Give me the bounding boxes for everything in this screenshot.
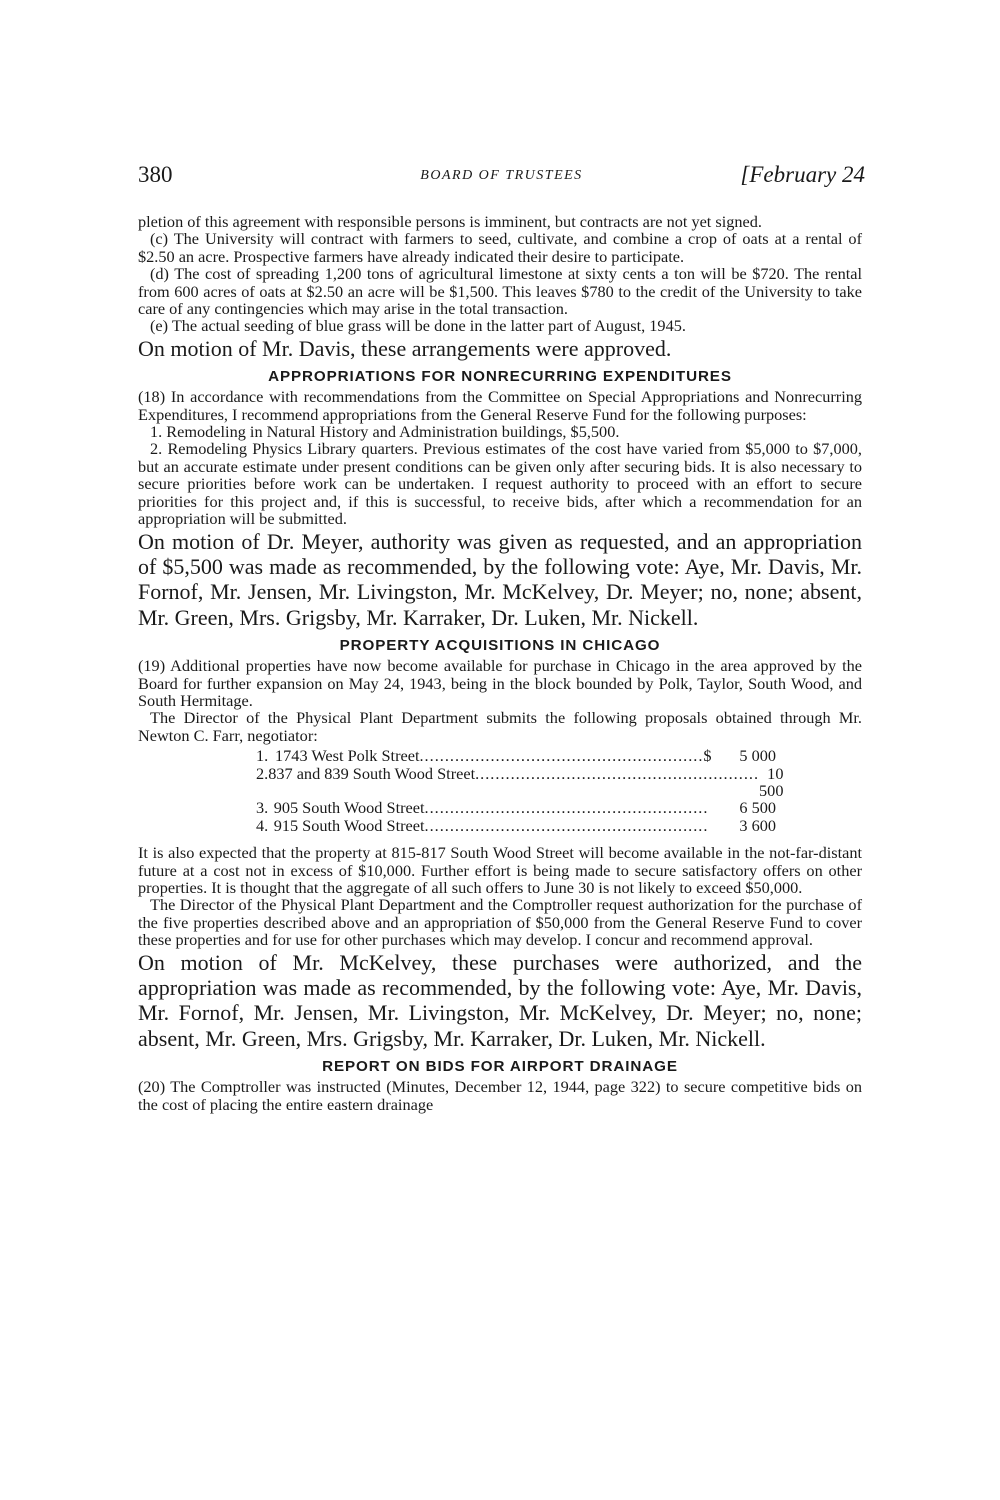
section-heading-appropriations: APPROPRIATIONS FOR NONRECURRING EXPENDITURES [268,368,732,386]
list-item [256,799,776,816]
property-amount: 6 500 [739,798,776,818]
paragraph-19-proposals: The Director of the Physical Plant Department submits the following proposals obtained through Mr. Newton C. Farr, negotiator: [138,708,862,745]
property-list [256,746,784,835]
property-number: 4. [256,815,269,835]
list-item-2: 2. Remodeling Physics Library quarters. Previous estimates of the cost have varied from $5,000 to $7,000, but an accurate estimate under present conditions can be given only after securing bids. It is also necessary to secure priorities before work can be undertaken. I request authority to proceed with an effort to secure priorities for this project and, if this is successful, to receive bids, after which a recommendation for an appropriation will be submitted. [138,439,862,529]
motion-meyer: On motion of Dr. Meyer, authority was given as requested, and an appropriation of $5,500 was made as recommended, by the following vote: Aye, Mr. Davis, Mr. Fornof, Mr. Jensen, Mr. Livingston, Mr. McKelvey, Dr. Meyer; no, none; absent, Mr. Green, Mrs. Grigsby, Mr. Karraker, Dr. Luken, Mr. Nickell. [138,528,862,630]
running-title: BOARD OF TRUSTEES [420,168,583,183]
property-address: 915 South Wood Street [273,815,425,835]
section-heading-airport: REPORT ON BIDS FOR AIRPORT DRAINAGE [322,1058,678,1076]
leader-dots: ........................................................ [419,746,704,766]
motion-mckelvey: On motion of Mr. McKelvey, these purchases were authorized, and the appropriation was made as recommended, by the following vote: Aye, Mr. Davis, Mr. Fornof, Mr. Jensen, Mr. Livingston, Mr. McKelvey, Dr. Meyer; no, none; absent, Mr. Green, Mrs. Grigsby, Mr. Karraker, Dr. Luken, Mr. Nickell. [138,949,862,1051]
paragraph-d: (d) The cost of spreading 1,200 tons of agricultural limestone at sixty cents a ton will be $720. The rental from 600 acres of oats at $2.50 an acre will be $1,500. This leaves $780 to the credit of the University to take care of any contingencies which may arise in the total transaction. [138,264,862,319]
paragraph-20: (20) The Comptroller was instructed (Minutes, December 12, 1944, page 322) to secure competitive bids on the cost of placing the entire eastern drainage [138,1077,862,1114]
list-item [256,763,784,800]
property-amount: 3 600 [739,815,776,835]
leader-dots: ........................................................ [475,763,760,783]
property-currency: $ [703,746,712,766]
property-address: 837 and 839 South Wood Street [268,763,476,783]
paragraph-continuation: pletion of this agreement with responsible persons is imminent, but contracts are not yet signed. [138,212,762,231]
property-number: 3. [256,798,269,818]
paragraph-19-request: The Director of the Physical Plant Department and the Comptroller request authorization for the purchase of the five properties described above and an appropriation of $50,000 from the General Reserve Fund to cover these properties and for use for other purchases which may develop. I concur and recommend approval. [138,895,862,950]
page-body [138,213,862,1113]
page-number: 380 [138,162,173,187]
paragraph-18: (18) In accordance with recommendations from the Committee on Special Appropriations and Nonrecurring Expenditures, I recommend appropriations from the General Reserve Fund for the following purposes: [138,387,862,424]
running-date: [February 24 [740,162,865,187]
page-header [138,162,865,196]
property-number: 2. [256,763,269,783]
paragraph-c: (c) The University will contract with farmers to seed, cultivate, and combine a crop of oats at a rental of $2.50 an acre. Prospective farmers have already indicated their desire to participate. [138,229,862,266]
list-item-1: 1. Remodeling in Natural History and Administration buildings, $5,500. [150,422,620,442]
leader-dots: ........................................................ [424,815,709,835]
property-amount: 10 500 [759,763,784,800]
property-number: 1. [256,746,269,766]
paragraph-19: (19) Additional properties have now become available for purchase in Chicago in the area approved by the Board for further expansion on May 24, 1943, being in the block bounded by Polk, Taylor, South Wood, and South Hermitage. [138,656,862,710]
property-currency [708,799,719,816]
property-address: 1743 West Polk Street [275,746,420,766]
paragraph-19-expected: It is also expected that the property at 815-817 South Wood Street will become available in the not-far-distant future at a cost not in excess of $10,000. Further effort is being made to secure satisfactory offers on other properties. It is thought that the aggregate of all such offers to June 30 is not likely to exceed $50,000. [138,843,862,897]
motion-davis: On motion of Mr. Davis, these arrangements were approved. [138,335,672,361]
property-address: 905 South Wood Street [273,798,425,818]
property-amount: 5 000 [739,746,776,766]
paragraph-e: (e) The actual seeding of blue grass will be done in the latter part of August, 1945. [150,316,686,336]
leader-dots: ........................................................ [424,798,709,818]
list-item [256,817,776,834]
property-currency [708,817,719,834]
section-heading-property: PROPERTY ACQUISITIONS IN CHICAGO [339,637,661,655]
list-item [256,747,776,764]
